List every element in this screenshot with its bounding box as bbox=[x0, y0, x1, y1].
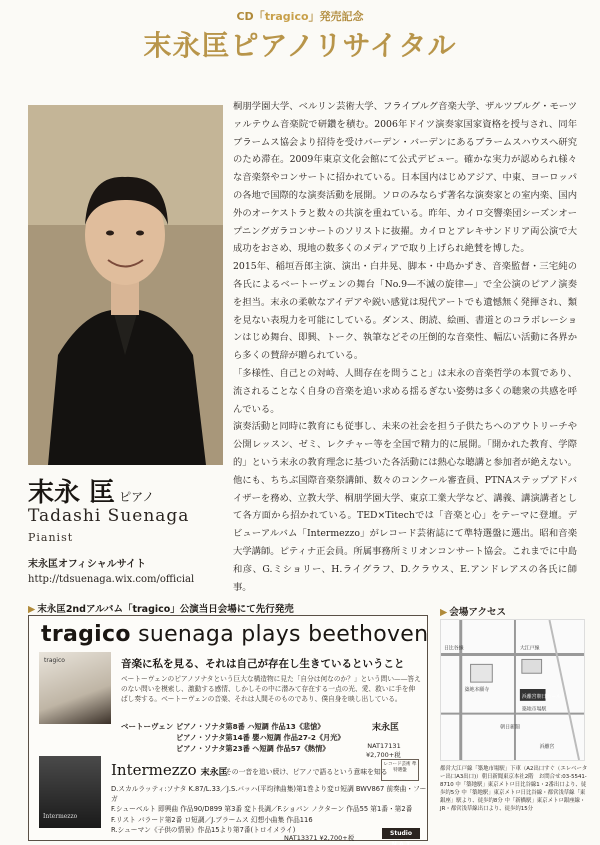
map-label: 築地市場駅 bbox=[521, 706, 547, 713]
map-label: 日比谷線 bbox=[443, 645, 464, 652]
track-item: F.リスト バラード第2番 ロ短調／J.ブラームス 幻想小曲集 作品116 bbox=[111, 815, 313, 824]
track-item: R.シューマン《子供の情景》作品15より第7番(トロイメライ) bbox=[111, 825, 296, 834]
cd-artist: 末永匡 bbox=[372, 723, 400, 733]
cd-cover-intermezzo bbox=[39, 756, 101, 828]
header-prefix: CD「 bbox=[236, 10, 265, 23]
access-directions: 都営大江戸線「築地市場駅」下車（A2出口すぐ（エレベーター出口A3出口)）朝日新聞東京本社2階 お問合せ:03-5541-8710 中「築地駅」東京メトロ日比谷線1・2番出口より、徒歩約5分 中「築地駅」東京メトロ日比谷線・都営浅草線「東銀座」駅より、徒歩約8分 中「新橋駅」東京メトロ銀座線・JR・都営浅草線出口より、徒歩約15分 bbox=[440, 766, 588, 812]
header-album: tragico bbox=[264, 10, 309, 23]
artist-photo bbox=[28, 105, 223, 465]
bio-paragraph: 桐朋学園大学、ベルリン芸術大学、フライブルグ音楽大学、ザルツブルグ・モーツァルテウム音楽院で研鑽を積む。2006年ドイツ演奏家国家資格を授与され、同年ブラームス協会より招待を受けバーデン・バーデンにあるブラームスハウスへ研究のため滞在。2009年東京文化会館にて公式デビュー。確かな実力が認められ様々な音楽祭やコンサートに招かれている。日本国内はじめアジア、中東、ヨーロッパの各地で国際的な演奏活動を展開。ソロのみならず著名な演奏家との室内楽、国内外のオーケストラと数々の共演を重ねている。昨年、カイロ交響楽団シーズンオープニングガラコンサートのソリストに抜擢。カイロとアレキサンドリア両公演で大成功をおさめ、現地の数多くのメディアで取り上げられ絶賛を博した。 bbox=[233, 101, 577, 255]
cd-catalog-number: NAT17131 bbox=[367, 742, 401, 750]
cd-title bbox=[41, 622, 428, 647]
album-banner bbox=[28, 601, 428, 615]
award-badge: レコード芸術 準特選盤 bbox=[381, 759, 419, 781]
map-label: 築地本願寺 bbox=[464, 686, 490, 693]
second-track-list bbox=[111, 784, 427, 835]
cd-headline: 音楽に私を見る、それは自己が存在し生きているということ bbox=[121, 658, 405, 670]
second-cd-title-text: Intermezzo bbox=[111, 761, 197, 779]
artist-role-en: Pianist bbox=[28, 531, 74, 544]
map-label: 朝日新聞 bbox=[500, 724, 520, 731]
track-item: D.スカルラッティ:ソナタ K.87/L.33／J.S.バッハ(平均律曲集)第1巻より変ロ短調 BWV867 前奏曲・フーガ bbox=[111, 785, 427, 804]
map-label: 大江戸線 bbox=[519, 645, 540, 652]
bio-paragraph: 「多様性、自己との対峙、人間存在を問うこと」は末永の音楽哲学の本質であり、流されることなく自身の音楽を追い求める揺るぎない姿勢は多くの聴衆の共感を呼んでいる。 bbox=[233, 367, 577, 415]
second-cd-price: NAT13371 ¥2,700+税 bbox=[284, 834, 355, 842]
track-item: ピアノ・ソナタ第8番 ハ短調 作品13《悲愴》 bbox=[176, 722, 325, 731]
header-suffix: 」発売記念 bbox=[308, 10, 364, 23]
artist-name-jp bbox=[28, 472, 154, 509]
artist-name-en: Tadashi Suenaga bbox=[28, 506, 190, 526]
triangle-right-icon: ▶ bbox=[440, 607, 448, 618]
official-site-link[interactable]: http://tdsuenaga.wix.com/official bbox=[28, 574, 195, 585]
bio-paragraph: 2015年、稲垣吾郎主演、演出・白井晃、脚本・中島かずき、音楽監督・三宅純の各氏によるベートーヴェンの舞台「No.9—不滅の旋律—」で全公演のピアノ演奏を担当。末永の柔軟なアイデアや鋭い感覚は現代アートでも遺憾無く発揮され、類を見ない表現力を可能にしている。ダンス、朗読、絵画、書道とのコラボレーションはじめ舞台、即興、トーク、執筆などその圧倒的な音楽性、幅広い活動に各界から多くの賛辞が贈られている。 bbox=[233, 261, 577, 362]
cd-cover2-label: Intermezzo bbox=[43, 813, 78, 820]
second-cd-description: その一音を追い続け、ピアノで語るという意味を知る bbox=[225, 768, 388, 776]
track-item: F.シューベルト 即興曲 作品90/D899 第3番 変ト長調／F.ショパン ノクターン 作品55 第1番・第2番 bbox=[111, 805, 413, 814]
page-title: 末永匡ピアノリサイタル bbox=[143, 29, 457, 62]
bio-paragraph: 演奏活動と同時に教育にも従事し、未来の社会を担う子供たちへのアウトリーチや公開レッスン、ゼミ、レクチャー等を全国で精力的に展開。「開かれた教育、学際的」という末永の教育理念に基づいた各活動には熱心な聴講と参加者が絶えない。他にも、ちちぶ国際音楽祭講師、数々のコンクール審査員、PTNAステップアドバイザーを務め、立教大学、桐朋学園大学、東京工業大学など、講義、講演講者として各方面から招かれている。TED×Titechでは「音楽と心」をテーマに登壇。デビューアルバム「Intermezzo」がレコード芸術誌にて準特選盤に選出。昭和音楽大学講師。ピティナ正会員。所属事務所ミリオンコンサート協会。これまでに中島和彦、G.ミショリー、H.ライグラフ、D.クラウス、E.アンドレアスの各氏に師事。 bbox=[233, 421, 577, 593]
cd-cover-tragico bbox=[39, 652, 111, 724]
access-title-text: 会場アクセス bbox=[449, 607, 507, 618]
cd-panel bbox=[28, 615, 429, 845]
second-cd-artist: 末永匡 bbox=[200, 768, 228, 778]
map-label: 浜離宮 bbox=[539, 744, 555, 751]
access-title bbox=[440, 604, 506, 618]
cd-price bbox=[366, 742, 401, 760]
track-list bbox=[176, 721, 345, 754]
album-banner-text: 末永匡2ndアルバム「tragico」公演当日会場にて先行発売 bbox=[37, 604, 294, 615]
track-item: ピアノ・ソナタ第14番 嬰ハ短調 作品27-2《月光》 bbox=[176, 733, 345, 742]
label-logo: Studio N.A.T bbox=[382, 828, 420, 839]
cd-description: ベートーヴェンのピアノソナタという巨大な構造物に見た「自分は何なのか？」という問い——答えのない問いを模索し、激動する感情、しかしその中に潜みて存在する一点の光、愛、救いに手を伸ばし奏する。ベートーヴェンの音楽、それは人間そのものであり、僕自身を映し出している。 bbox=[121, 675, 421, 703]
header-subtitle bbox=[0, 8, 600, 24]
access-map bbox=[440, 619, 585, 761]
triangle-right-icon: ▶ bbox=[28, 604, 36, 615]
track-item: ピアノ・ソナタ第23番 ヘ短調 作品57《熱情》 bbox=[176, 744, 330, 753]
artist-role-jp: ピアノ bbox=[119, 490, 155, 504]
composer-name: ベートーヴェン bbox=[121, 722, 174, 731]
official-site-label: 末永匡オフィシャルサイト bbox=[28, 559, 146, 570]
artist-name-jp-text: 末永 匡 bbox=[28, 478, 116, 508]
second-cd-title bbox=[111, 761, 228, 779]
cd-price-value: ¥2,700+税 bbox=[366, 751, 401, 759]
cd-title-bold: tragico bbox=[41, 622, 131, 647]
map-hall-label: 浜離宮朝日ホール bbox=[521, 693, 562, 700]
cd-title-rest: suenaga plays beethoven bbox=[138, 622, 429, 647]
biography bbox=[233, 98, 577, 596]
cd-cover-label: tragico bbox=[44, 657, 65, 664]
